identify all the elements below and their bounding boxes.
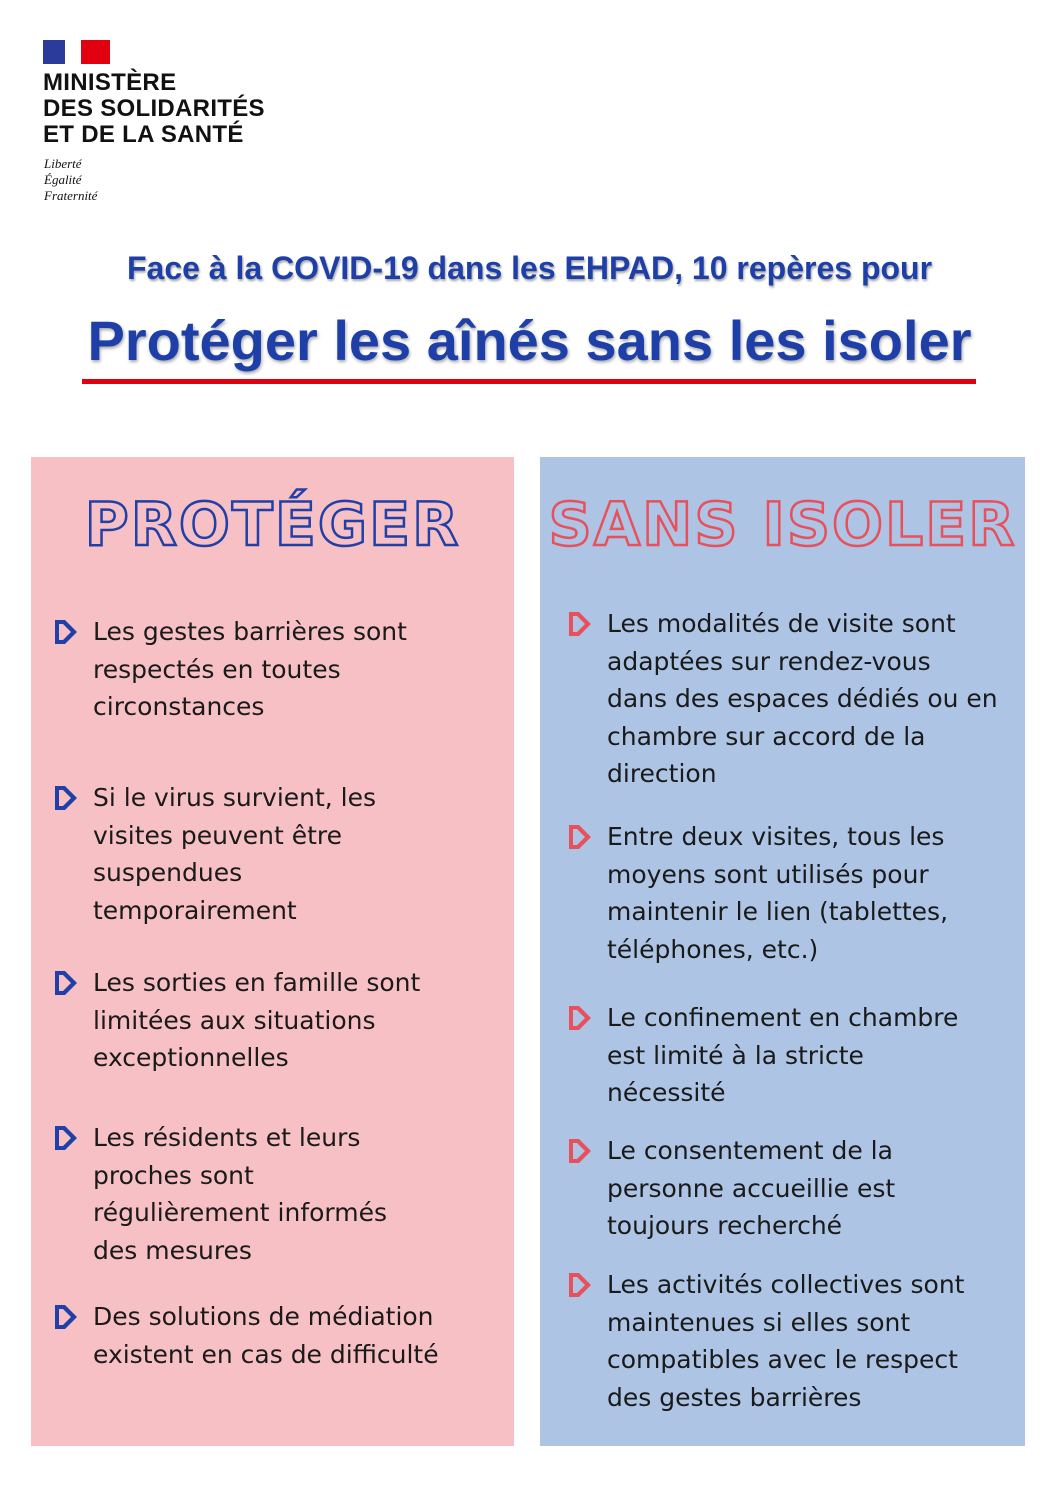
list-item-text: Les sorties en famille sont limitées aux situations exceptionnelles xyxy=(93,968,421,1072)
list-item-text: Si le virus survient, les visites peuvent être suspendues temporairement xyxy=(93,783,377,925)
proteger-heading: PROTÉGER xyxy=(84,490,461,560)
list-item xyxy=(607,818,1027,968)
list-item-text: Les résidents et leurs proches sont régulièrement informés des mesures xyxy=(93,1123,388,1265)
list-item-text: Entre deux visites, tous les moyens sont utilisés pour maintenir le lien (tablettes, téléphones, etc.) xyxy=(607,822,949,964)
arrow-right-icon xyxy=(569,825,591,849)
page-title: Protéger les aînés sans les isoler xyxy=(87,309,972,372)
republic-motto xyxy=(44,156,97,204)
arrow-right-icon xyxy=(55,1305,77,1329)
arrow-right-icon xyxy=(55,1126,77,1150)
motto-line: Fraternité xyxy=(44,188,98,203)
list-item-text: Les modalités de visite sont adaptées sur rendez-vous dans des espaces dédiés ou en chambre sur accord de la direction xyxy=(607,609,998,788)
title-underline xyxy=(82,379,976,384)
list-item-text: Les gestes barrières sont respectés en toutes circonstances xyxy=(93,617,407,721)
motto-line: Liberté xyxy=(44,156,82,171)
arrow-right-icon xyxy=(569,1006,591,1030)
arrow-right-icon xyxy=(55,786,77,810)
list-item xyxy=(607,999,1027,1112)
arrow-right-icon xyxy=(55,971,77,995)
arrow-right-icon xyxy=(55,620,77,644)
arrow-right-icon xyxy=(569,1139,591,1163)
ministry-line: ET DE LA SANTÉ xyxy=(43,121,244,148)
ministry-line: DES SOLIDARITÉS xyxy=(43,95,265,122)
list-item xyxy=(93,964,508,1077)
page-subtitle: Face à la COVID-19 dans les EHPAD, 10 repères pour xyxy=(126,250,933,286)
list-item-text: Le confinement en chambre est limité à la stricte nécessité xyxy=(607,1003,959,1107)
list-item xyxy=(93,1298,508,1373)
list-item xyxy=(607,605,1027,793)
ministry-name xyxy=(43,70,265,148)
list-item-text: Les activités collectives sont maintenues si elles sont compatibles avec le respect des gestes barrières xyxy=(607,1270,965,1412)
list-item xyxy=(607,1132,1027,1245)
list-item xyxy=(93,1119,508,1269)
marianne-logo-icon xyxy=(43,40,110,64)
ministry-line: MINISTÈRE xyxy=(43,69,177,96)
list-item xyxy=(93,779,508,929)
list-item xyxy=(93,613,508,726)
list-item xyxy=(607,1266,1027,1416)
motto-line: Égalité xyxy=(44,172,82,187)
arrow-right-icon xyxy=(569,1273,591,1297)
sans-isoler-heading: SANS ISOLER xyxy=(548,490,1017,560)
arrow-right-icon xyxy=(569,612,591,636)
list-item-text: Des solutions de médiation existent en cas de difficulté xyxy=(93,1302,439,1369)
list-item-text: Le consentement de la personne accueillie est toujours recherché xyxy=(607,1136,896,1240)
